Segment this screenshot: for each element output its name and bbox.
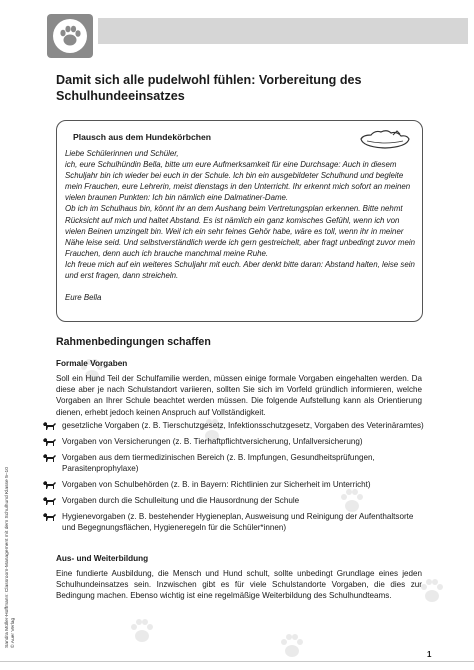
subsection-title-formal: Formale Vorgaben <box>56 359 128 368</box>
chapter-icon-circle <box>53 19 87 53</box>
letter-body <box>65 148 415 303</box>
formal-text: Soll ein Hund Teil der Schulfamilie werden, müssen einige formale Vorgaben eingehalten werden. Da diese aber je nach Schulstandort variieren, sollten Sie sich im Vorfeld gründlich informieren, welche Vorgaben an Ihrer Schule beachtet werden müssen. Die folgende Aufstellung kann als Orientierung dienen, erhebt jedoch keinen Anspruch auf Vollständigkeit. <box>56 374 422 417</box>
sidebar-credit-line: © Auer Verlag <box>11 617 16 648</box>
letter-signature: Eure Bella <box>65 293 102 303</box>
list-item <box>42 511 424 533</box>
header-band <box>0 0 474 62</box>
letter-paragraph: ich, eure Schulhündin Bella, bitte um eure Aufmerksamkeit für eine Durchsage: Auch in diesem Schuljahr bin ich wieder bei euch in der Schule. Ich bin ein ausgebildeter Schulhund und begleite mein Frauchen, eure Lehrerin, meist dienstags in den Unterricht. Ihr erkennt mich sofort an meinen vielen braunen Punkten: Ich bin nämlich eine Dalmatiner-Dame. <box>65 160 411 203</box>
dog-bullet-icon <box>42 453 57 463</box>
letter-paragraph: Ich freue mich auf ein weiteres Schuljahr mit euch. Aber denkt bitte daran: Abstand halten, leise sein und erst fragen, dann streicheln. <box>65 259 415 281</box>
list-item-text: Vorgaben von Versicherungen (z. B. Tierhaftpflichtversicherung, Unfallversicherung) <box>62 436 363 446</box>
page-heading-container <box>56 72 422 104</box>
list-item-text: Vorgaben aus dem tiermedizinischen Bereich (z. B. Impfungen, Gesundheitsprüfungen, Parasitenprophylaxe) <box>62 452 375 473</box>
training-text: Eine fundierte Ausbildung, die Mensch und Hund schult, sollte unbedingt Grundlage eines jeden Schulhundeinsatzes sein. Inzwischen gibt es für viele Schulstandorte Vorgaben, die dies zur Bedingung machen. Ebenso wichtig ist eine regelmäßige Weiterbildung des Schulhundteams. <box>56 569 422 601</box>
footer-divider <box>0 661 474 662</box>
chapter-icon-box <box>47 14 93 58</box>
list-item-text: gesetzliche Vorgaben (z. B. Tierschutzgesetz, Infektionsschutzgesetz, Vorgaben des Veterinäramtes) <box>62 421 424 430</box>
list-item-text: Hygienevorgaben (z. B. bestehender Hygieneplan, Ausweisung und Reinigung der Aufenthaltsorte und Begegnungsflächen, Hygieneregeln für die Schüler*innen) <box>62 511 414 532</box>
paw-icon <box>53 19 87 53</box>
letter-title: Plausch aus dem Hundekörbchen <box>73 132 212 142</box>
header-bar <box>98 18 468 44</box>
letter-box <box>56 120 423 322</box>
sidebar-credit-line: Sandra Müller-Hoffmann: Classroom-Management mit dem Schulhund Klasse 5–10 <box>5 467 10 648</box>
dog-bullet-icon <box>42 421 57 431</box>
page-number: 1 <box>427 650 432 659</box>
requirements-list <box>42 420 424 538</box>
list-item <box>42 452 424 474</box>
list-item <box>42 479 424 490</box>
list-item <box>42 436 424 447</box>
dog-bullet-icon <box>42 437 57 447</box>
letter-greeting: Liebe Schülerinnen und Schüler, <box>65 149 179 158</box>
dog-bullet-icon <box>42 512 57 522</box>
list-item <box>42 495 424 506</box>
list-item-text: Vorgaben durch die Schulleitung und die Hausordnung der Schule <box>62 495 300 505</box>
subsection-title-training: Aus- und Weiterbildung <box>56 554 149 563</box>
dog-bullet-icon <box>42 480 57 490</box>
sidebar-credit <box>5 467 17 648</box>
dog-bullet-icon <box>42 496 57 506</box>
list-item <box>42 420 424 431</box>
letter-paragraph: Ob ich im Schulhaus bin, könnt ihr an dem Aushang beim Vertretungsplan erkennen. Bitte nehmt Rücksicht auf mich und haltet Abstand. Es ist nämlich ein ganz komisches Gefühl, wenn ich von vielen Beinen umzingelt bin. Weil ich ein sehr feines Gehör habe, wäre es toll, wenn ihr in meiner Nähe leise seid. Und selbstverständlich werde ich gern gestreichelt, aber fragt unbedingt zuvor mein Frauchen, denn auch ich brauche manchmal meine Ruhe. <box>65 204 416 258</box>
list-item-text: Vorgaben von Schulbehörden (z. B. in Bayern: Richtlinien zur Sicherheit im Unterricht) <box>62 479 371 489</box>
section-title: Rahmenbedingungen schaffen <box>56 336 211 348</box>
page-heading: Damit sich alle pudelwohl fühlen: Vorbereitung des Schulhundeeinsatzes <box>56 73 362 103</box>
